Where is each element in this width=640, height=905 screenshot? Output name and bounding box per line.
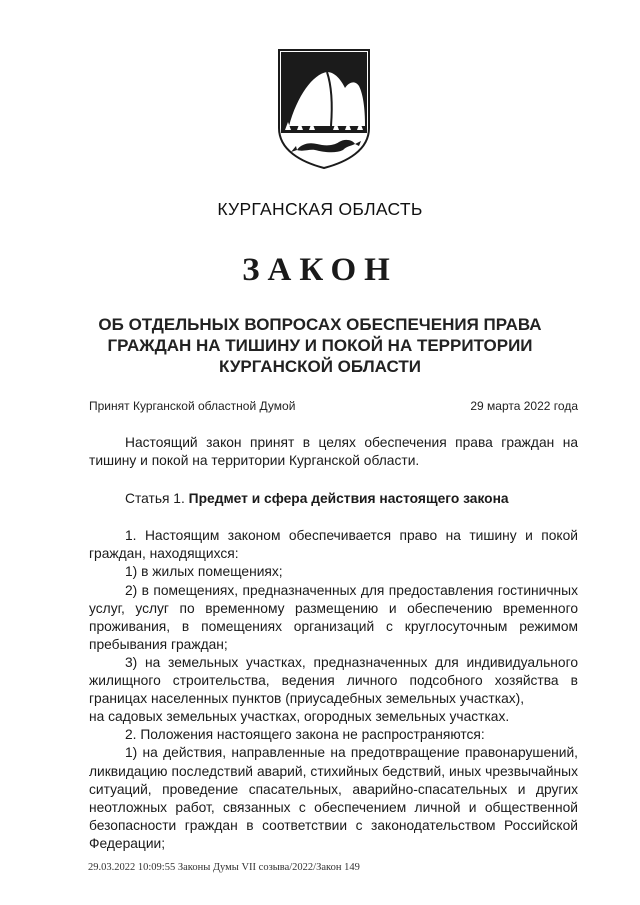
clause-2-item-1: 1) на действия, направленные на предотвращение правонарушений, ликвидацию последствий аварий, стихийных бедствий, иных чрезвычайных ситуаций, проведение спасательных, аварийно-спасательных и других неотложных работ, связанных с обеспечением личной и общественной безопасности граждан в соответствии с законодательством Российской Федерации; <box>89 745 578 851</box>
coat-of-arms-emblem-icon <box>275 46 373 170</box>
clause-2: 2. Положения настоящего закона не распространяются: <box>125 727 485 743</box>
adoption-row <box>89 399 578 413</box>
preamble-paragraph: Настоящий закон принят в целях обеспечения права граждан на тишину и покой на территории Курганской области. <box>89 435 578 469</box>
footer-stamp: 29.03.2022 10:09:55 Законы Думы VII созыва/2022/Закон 149 <box>88 862 360 873</box>
article-1-heading <box>89 490 578 508</box>
document-type-heading: ЗАКОН <box>242 252 398 288</box>
clause-1-item-3-continued: на садовых земельных участках, огородных земельных участках. <box>89 709 510 725</box>
law-body <box>89 434 578 853</box>
region-name: КУРГАНСКАЯ ОБЛАСТЬ <box>217 199 423 219</box>
adopted-by: Принят Курганской областной Думой <box>89 399 296 413</box>
article-title: Предмет и сфера действия настоящего закона <box>188 491 509 507</box>
clause-1-item-1: 1) в жилых помещениях; <box>125 564 283 580</box>
clause-1-item-3: 3) на земельных участках, предназначенных для индивидуального жилищного строительства, ведения личного подсобного хозяйства в границах населенных пунктов (приусадебных земельных участках), <box>89 654 578 707</box>
clause-1: 1. Настоящим законом обеспечивается право на тишину и покой граждан, находящихся: <box>89 528 578 562</box>
clause-1-item-2: 2) в помещениях, предназначенных для предоставления гостиничных услуг, услуг по временному размещению и обеспечению временного проживания, в помещениях организаций с круглосуточным режимом пребывания граждан; <box>89 582 578 652</box>
article-number: Статья 1. <box>125 491 185 507</box>
adoption-date: 29 марта 2022 года <box>470 399 578 413</box>
law-title: ОБ ОТДЕЛЬНЫХ ВОПРОСАХ ОБЕСПЕЧЕНИЯ ПРАВА ГРАЖДАН НА ТИШИНУ И ПОКОЙ НА ТЕРРИТОРИИ КУРГАНСКОЙ ОБЛАСТИ <box>98 315 542 376</box>
